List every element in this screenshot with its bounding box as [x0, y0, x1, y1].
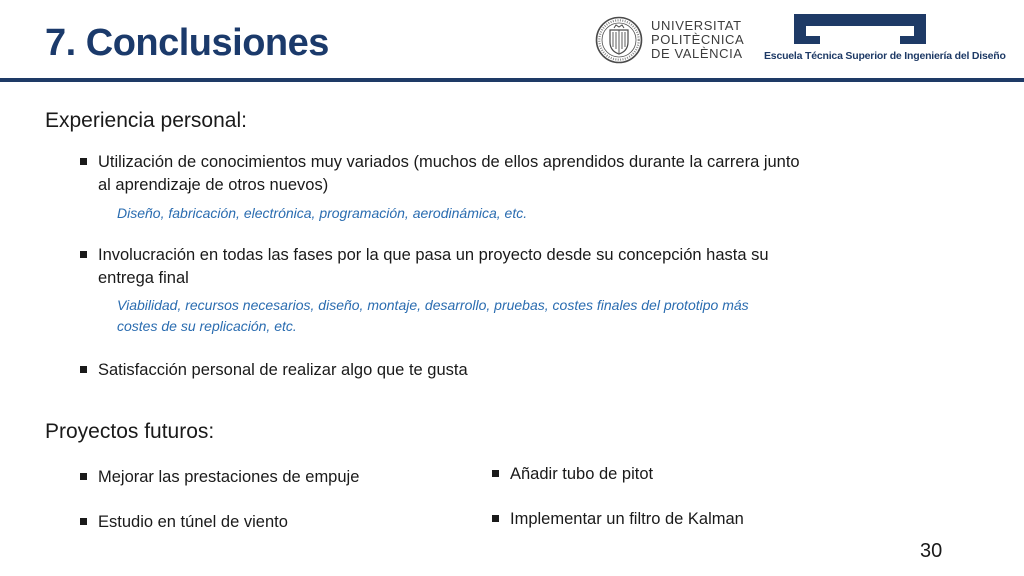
square-bullet-icon [492, 515, 499, 522]
square-bullet-icon [492, 470, 499, 477]
experiencia-item-line: Involucración en todas las fases por la que pasa un proyecto desde su concepción hasta su [98, 246, 769, 264]
experiencia-heading: Experiencia personal: [45, 109, 247, 132]
square-bullet-icon [80, 158, 87, 165]
upv-seal-icon [595, 16, 643, 64]
etsid-logo [760, 14, 1006, 66]
experiencia-subitem: costes de su replicación, etc. [117, 318, 297, 334]
experiencia-item-line: Satisfacción personal de realizar algo que te gusta [98, 361, 468, 379]
futuros-heading: Proyectos futuros: [45, 420, 215, 443]
slide-title: 7. Conclusiones [45, 22, 329, 64]
futuros-item: Implementar un filtro de Kalman [492, 508, 872, 531]
experiencia-item [80, 151, 950, 197]
square-bullet-icon [80, 518, 87, 525]
square-bullet-icon [80, 251, 87, 258]
experiencia-subitem: Diseño, fabricación, electrónica, programación, aerodinámica, etc. [117, 205, 528, 221]
upv-name: UNIVERSITAT POLITÈCNICA DE VALÈNCIA [651, 18, 745, 61]
experiencia-item-line: al aprendizaje de otros nuevos) [98, 176, 329, 194]
experiencia-item-line: Utilización de conocimientos muy variados (muchos de ellos aprendidos durante la carrera junto [98, 153, 800, 171]
futuros-item: Estudio en túnel de viento [80, 511, 460, 534]
futuros-item: Mejorar las prestaciones de empuje [80, 466, 460, 489]
experiencia-item-line: entrega final [98, 269, 189, 287]
experiencia-subitem: Viabilidad, recursos necesarios, diseño, montaje, desarrollo, pruebas, costes finales del prototipo más [117, 297, 749, 313]
etsid-name: Escuela Técnica Superior de Ingeniería del Diseño [764, 50, 1006, 62]
header-rule [0, 78, 1024, 82]
etsid-mark-icon [794, 14, 926, 44]
square-bullet-icon [80, 473, 87, 480]
experiencia-item [80, 244, 950, 290]
page-number: 30 [920, 540, 943, 562]
experiencia-item [80, 359, 950, 382]
square-bullet-icon [80, 366, 87, 373]
futuros-item: Añadir tubo de pitot [492, 463, 872, 486]
upv-logo [595, 14, 745, 68]
